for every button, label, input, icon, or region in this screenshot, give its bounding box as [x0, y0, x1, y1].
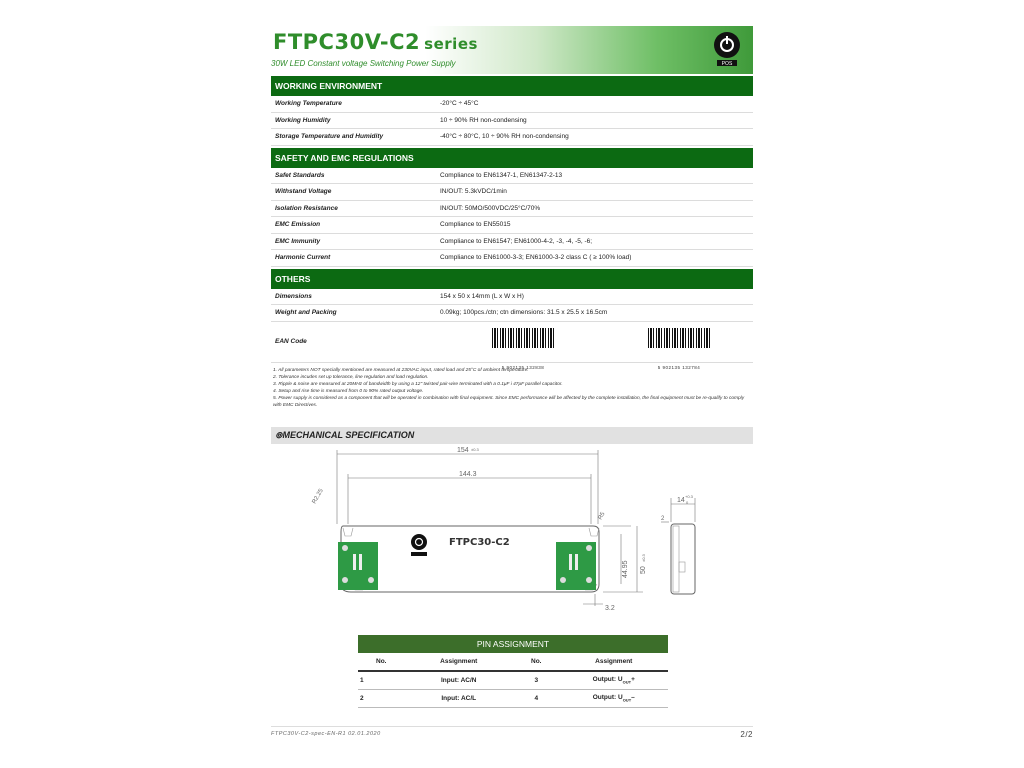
table-row: Isolation Resistance IN/OUT: 50MO/500VDC/25°C/70%: [271, 201, 753, 218]
ean-row: EAN Code 5 902135 132838 5 902135 132784: [271, 322, 753, 363]
section-others: OTHERS: [271, 269, 753, 289]
note: 4. Setup and rise time is measured from 0 to 90% rated output voltage.: [273, 388, 424, 394]
table-row: Withstand Voltage IN/OUT: 5.3kVDC/1min: [271, 184, 753, 201]
pcb-left: [338, 542, 378, 590]
table-row: Working Temperature -20°C ÷ 45°C: [271, 96, 753, 113]
page-footer: [271, 726, 753, 737]
mechanical-drawing: [271, 444, 753, 624]
pcb-right: [556, 542, 596, 590]
dim-radius-left: R2.25: [311, 487, 325, 505]
table-header-row: No. Assignment No. Assignment: [358, 653, 668, 671]
dim-hole-span: 144.3: [459, 470, 477, 478]
table-row: 1 Input: AC/N 3 Output: $U_{OUT}+$: [358, 671, 668, 690]
mechanical-drawing-svg: [271, 444, 753, 624]
table-row: EMC Emission Compliance to EN55015: [271, 217, 753, 234]
dim-radius-right: R5: [597, 510, 607, 521]
doc-id: FTPC30V-C2-spec-EN-R1 02.01.2020: [271, 731, 381, 737]
dim-length: 154: [457, 446, 469, 454]
note: 2. Tolerance incudes set up tolerance, line regulation and load regulation.: [273, 374, 429, 380]
table-row: Storage Temperature and Humidity -40°C ÷ 80°C, 10 ÷ 90% RH non-condensing: [271, 129, 753, 146]
table-row: 2 Input: AC/L 4 Output: $U_{OUT}-$: [358, 690, 668, 708]
section-working-environment: WORKING ENVIRONMENT: [271, 76, 753, 96]
table-row: Safet Standards Compliance to EN61347-1, EN61347-2-13: [271, 168, 753, 185]
barcode-1: 5 902135 132838: [492, 328, 554, 356]
dim-height-tol: ±0.3: [641, 553, 646, 562]
pin-assignment-table: [358, 635, 668, 708]
dim-side-small: 2: [661, 515, 665, 522]
barcode-2: 5 902135 132784: [648, 328, 710, 356]
table-row: EMC Immunity Compliance to EN61547; EN61000-4-2, -3, -4, -5, -6;: [271, 234, 753, 251]
drawing-model-label: FTPC30-C2: [449, 536, 510, 548]
note: 5. Power supply is considered as a component that will be operated in combination with final equipment. Since EMC performance will be affected by the complete installation, the final equipment must be re-qualify to comply with EMC Directives.: [273, 395, 745, 408]
dim-depth-tol-lower: 0: [686, 499, 689, 505]
product-subtitle: 30W LED Constant voltage Switching Power Supply: [271, 59, 456, 68]
note: 3. Ripple & noise are measured at 20MHz of bandwidth by using a 12" twisted pair-wire terminated with a 0.1μF i 47μF parallel capacitor.: [273, 381, 563, 387]
table-row: Working Humidity 10 ÷ 90% RH non-condensing: [271, 113, 753, 130]
dim-height: 50: [640, 565, 647, 574]
section-safety-emc: SAFETY AND EMC REGULATIONS: [271, 148, 753, 168]
pin-assignment-title: PIN ASSIGNMENT: [358, 635, 668, 653]
dim-depth-tol: +0.3: [685, 493, 693, 499]
spec-page: [271, 26, 753, 739]
dim-inner-height: 44.95: [622, 559, 629, 578]
dim-offset: 3.2: [605, 604, 615, 612]
dim-depth: 14: [677, 496, 685, 504]
mechanical-spec-header: ⊚MECHANICAL SPECIFICATION: [271, 427, 753, 444]
table-row: Harmonic Current Compliance to EN61000-3-3; EN61000-3-2 class C ( ≥ 100% load): [271, 250, 753, 267]
svg-text:POS: POS: [721, 61, 733, 67]
dim-length-tol: ±0.3: [471, 446, 479, 452]
drawing-logo-icon: [411, 534, 427, 556]
product-title: FTPC30V-C2 series: [273, 30, 478, 54]
note: 1. All parameters NOT specially mentioned are measured at 230VAC input, rated load and 25°C of ambient temperature.: [273, 367, 529, 373]
table-row: Dimensions 154 x 50 x 14mm (L x W x H): [271, 289, 753, 306]
working-rows: [271, 96, 753, 146]
safety-rows: [271, 168, 753, 267]
header: [271, 26, 753, 74]
table-row: Weight and Packing 0.09kg; 100pcs./ctn; ctn dimensions: 31.5 x 25.5 x 16.5cm: [271, 305, 753, 322]
page-number: 2/2: [740, 730, 753, 739]
pos-logo-icon: [713, 29, 741, 67]
